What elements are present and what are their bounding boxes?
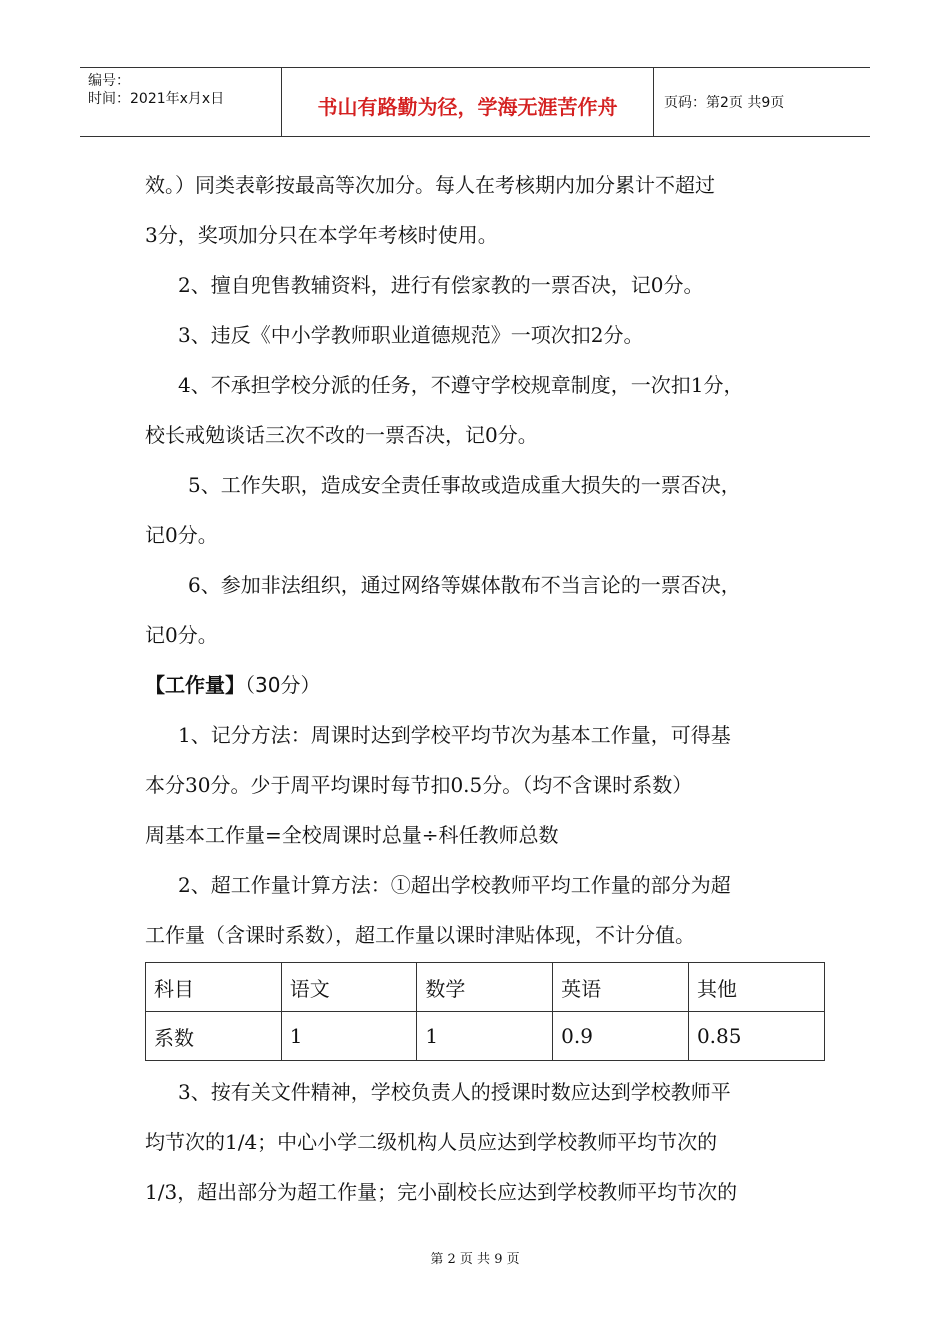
- section-heading: [145, 660, 825, 710]
- rule-item-2: 2、擅自兜售教辅资料，进行有偿家教的一票否决，记0分。: [178, 273, 704, 297]
- table-cell: 系数: [146, 1012, 282, 1061]
- table-cell: 0.9: [553, 1012, 689, 1061]
- paragraph-line: 效。）同类表彰按最高等次加分。每人在考核期内加分累计不超过: [145, 173, 715, 197]
- paragraph-line: 3分，奖项加分只在本学年考核时使用。: [145, 223, 498, 247]
- table-cell: 数学: [417, 963, 553, 1012]
- header-motto: 书山有路勤为径，学海无涯苦作舟: [282, 68, 654, 136]
- rule-item-4-cont: 校长戒勉谈话三次不改的一票否决，记0分。: [145, 423, 538, 447]
- table-cell: 0.85: [688, 1012, 824, 1061]
- header-page-info: 页码：第2页 共9页: [664, 95, 785, 111]
- workload-item-1: 1、记分方法：周课时达到学校平均节次为基本工作量，可得基: [178, 723, 731, 747]
- document-time-label: 时间：2021年x月x日: [88, 91, 225, 107]
- workload-item-3-cont: 均节次的1/4；中心小学二级机构人员应达到学校教师平均节次的: [145, 1130, 718, 1154]
- table-cell: 英语: [553, 963, 689, 1012]
- table-cell: 1: [417, 1012, 553, 1061]
- workload-item-3: 3、按有关文件精神，学校负责人的授课时数应达到学校教师平: [178, 1080, 731, 1104]
- rule-item-5: 5、工作失职，造成安全责任事故或造成重大损失的一票否决，: [188, 473, 741, 497]
- rule-item-6-cont: 记0分。: [145, 623, 218, 647]
- section-title: 【工作量】: [145, 673, 245, 697]
- rule-item-6: 6、参加非法组织，通过网络等媒体散布不当言论的一票否决，: [188, 573, 741, 597]
- table-cell: 1: [281, 1012, 417, 1061]
- page-footer: 第 2 页 共 9 页: [430, 1252, 520, 1267]
- page-header: [80, 67, 870, 137]
- table-cell: 其他: [688, 963, 824, 1012]
- coefficient-table: [145, 962, 825, 1061]
- table-cell: 语文: [281, 963, 417, 1012]
- header-meta: [80, 68, 282, 136]
- table-row: [146, 1012, 825, 1061]
- document-number-label: 编号：: [88, 73, 130, 89]
- rule-item-5-cont: 记0分。: [145, 523, 218, 547]
- document-body: [145, 160, 825, 1217]
- workload-item-3-cont: 1/3，超出部分为超工作量；完小副校长应达到学校教师平均节次的: [145, 1180, 738, 1204]
- rule-item-3: 3、违反《中小学教师职业道德规范》一项次扣2分。: [178, 323, 644, 347]
- section-points: （30分）: [245, 673, 321, 697]
- table-header-row: [146, 963, 825, 1012]
- workload-item-2-cont: 工作量（含课时系数），超工作量以课时津贴体现，不计分值。: [145, 923, 695, 947]
- table-cell: 科目: [146, 963, 282, 1012]
- workload-formula: 周基本工作量=全校周课时总量÷科任教师总数: [145, 823, 559, 847]
- workload-item-1-cont: 本分30分。少于周平均课时每节扣0.5分。（均不含课时系数）: [145, 773, 693, 797]
- rule-item-4: 4、不承担学校分派的任务，不遵守学校规章制度，一次扣1分，: [178, 373, 744, 397]
- workload-item-2: 2、超工作量计算方法：①超出学校教师平均工作量的部分为超: [178, 873, 731, 897]
